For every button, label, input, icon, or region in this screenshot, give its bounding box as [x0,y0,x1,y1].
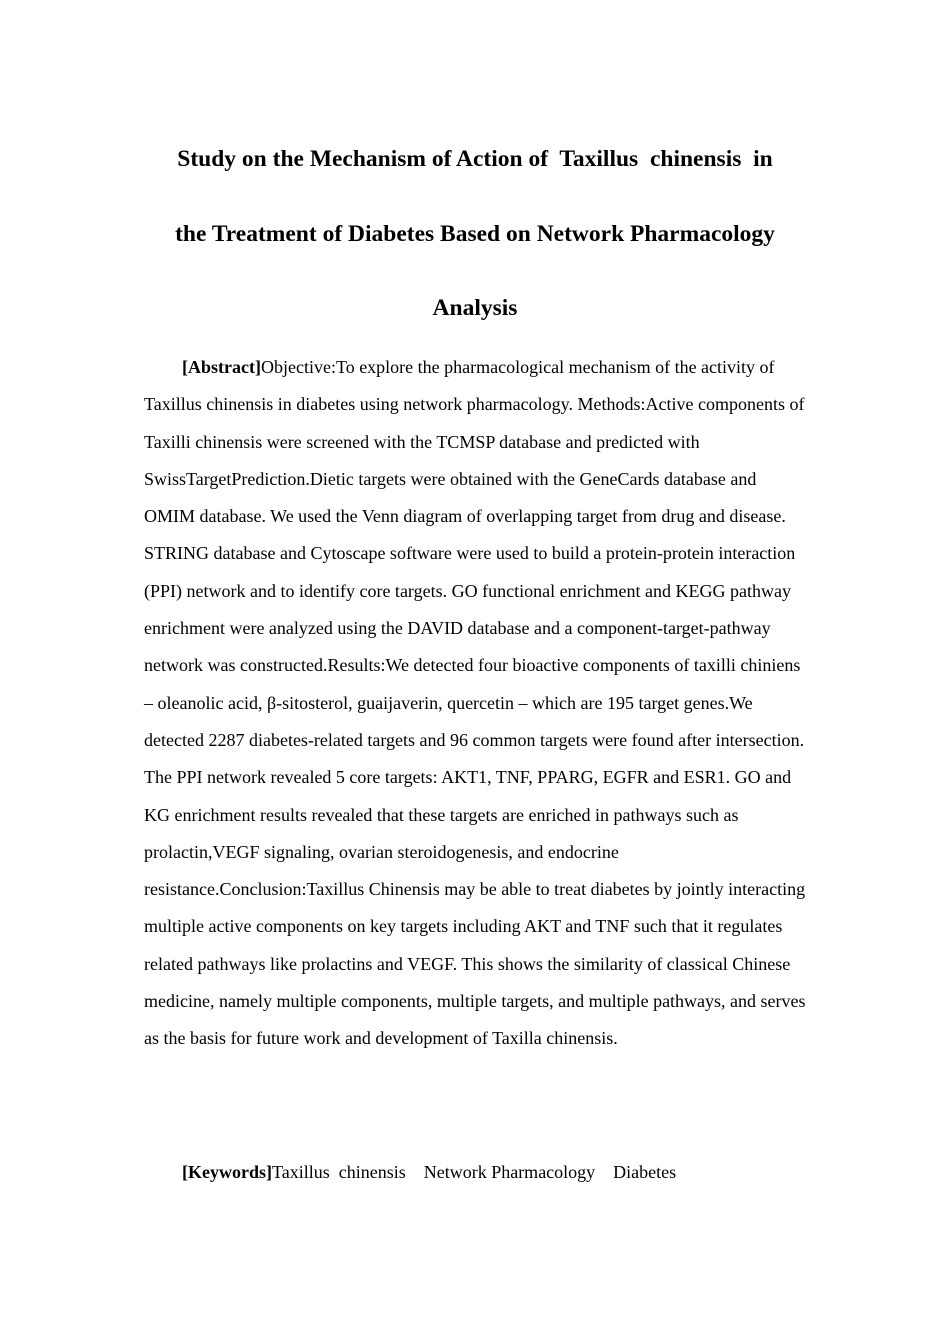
abstract-paragraph [144,349,808,1058]
keywords-label: [Keywords] [182,1162,272,1182]
paper-title: Study on the Mechanism of Action of Taxillus chinensis in the Treatment of Diabetes Based on Network Pharmacology Analysis [175,146,775,321]
abstract-text: Objective:To explore the pharmacological mechanism of the activity of Taxillus chinensis in diabetes using network pharmacology. Methods:Active components of Taxilli chinensis were screened with the TCMSP database and predicted with SwissTargetPrediction.Dietic targets were obtained with the GeneCards database and OMIM database. We used the Venn diagram of overlapping target from drug and disease. STRING database and Cytoscape software were used to build a protein-protein interaction (PPI) network and to identify core targets. GO functional enrichment and KEGG pathway enrichment were analyzed using the DAVID database and a component-target-pathway network was constructed.Results:We detected four bioactive components of taxilli chiniens – oleanolic acid, β-sitosterol, guaijaverin, quercetin – which are 195 target genes.We detected 2287 diabetes-related targets and 96 common targets were found after intersection. The PPI network revealed 5 core targets: AKT1, TNF, PPARG, EGFR and ESR1. GO and KG enrichment results revealed that these targets are enriched in pathways such as prolactin,VEGF signaling, ovarian steroidogenesis, and endocrine resistance.Conclusion:Taxillus Chinensis may be able to treat diabetes by jointly interacting multiple active components on key targets including AKT and TNF such that it regulates related pathways like prolactins and VEGF. This shows the similarity of classical Chinese medicine, namely multiple components, multiple targets, and multiple pathways, and serves as the basis for future work and development of Taxilla chinensis. [144,357,806,1049]
keywords-text: Taxillus chinensis Network Pharmacology Diabetes [271,1162,677,1182]
keywords-paragraph [144,1154,808,1191]
abstract-label: [Abstract] [182,357,261,377]
